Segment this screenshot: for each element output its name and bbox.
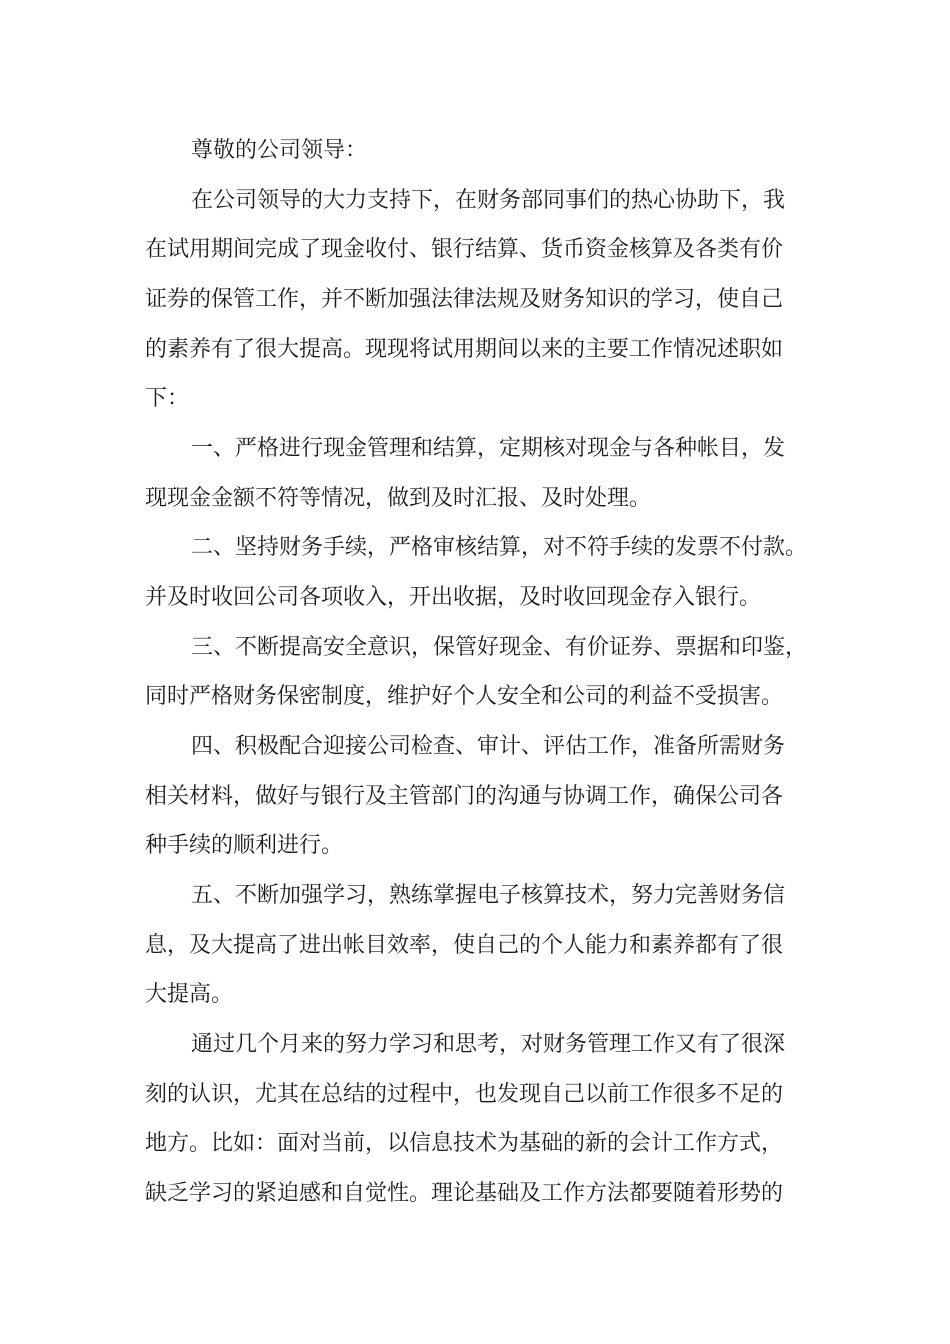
body-line-5: 下： (145, 386, 190, 411)
body-line-1: 在公司领导的大力支持下，在财务部同事们的热心协助下，我 (191, 188, 786, 213)
body-line-19: 刻的认识，尤其在总结的过程中，也发现自己以前工作很多不足的 (145, 1082, 784, 1107)
body-line-15: 五、不断加强学习，熟练掌握电子核算技术，努力完善财务信 (191, 883, 786, 908)
body-line-18: 通过几个月来的努力学习和思考，对财务管理工作又有了很深 (191, 1032, 786, 1057)
body-line-4: 的素养有了很大提高。现现将试用期间以来的主要工作情况述职如 (145, 337, 784, 362)
body-line-9: 并及时收回公司各项收入，开出收据，及时收回现金存入银行。 (145, 585, 762, 610)
body-line-6: 一、严格进行现金管理和结算，定期核对现金与各种帐目，发 (191, 436, 786, 461)
body-line-20: 地方。比如：面对当前，以信息技术为基础的新的会计工作方式， (145, 1131, 784, 1156)
body-line-14: 种手续的顺利进行。 (145, 833, 344, 858)
body-line-12: 四、积极配合迎接公司检查、审计、评估工作，准备所需财务 (191, 734, 786, 759)
body-line-7: 现现金金额不符等情况，做到及时汇报、及时处理。 (145, 486, 652, 511)
body-line-11: 同时严格财务保密制度，维护好个人安全和公司的利益不受损害。 (145, 684, 784, 709)
salutation: 尊敬的公司领导： (191, 138, 368, 163)
body-line-3: 证券的保管工作，并不断加强法律法规及财务知识的学习，使自己 (145, 287, 784, 312)
body-line-2: 在试用期间完成了现金收付、银行结算、货币资金核算及各类有价 (145, 237, 784, 262)
body-line-13: 相关材料，做好与银行及主管部门的沟通与协调工作，确保公司各 (145, 784, 784, 809)
body-line-10: 三、不断提高安全意识，保管好现金、有价证券、票据和印鉴， (191, 635, 808, 660)
body-line-16: 息，及大提高了进出帐目效率，使自己的个人能力和素养都有了很 (145, 933, 784, 958)
body-line-8: 二、坚持财务手续，严格审核结算，对不符手续的发票不付款。 (191, 535, 808, 560)
body-line-17: 大提高。 (145, 982, 234, 1007)
body-line-21: 缺乏学习的紧迫感和自觉性。理论基础及工作方法都要随着形势的 (145, 1181, 784, 1206)
